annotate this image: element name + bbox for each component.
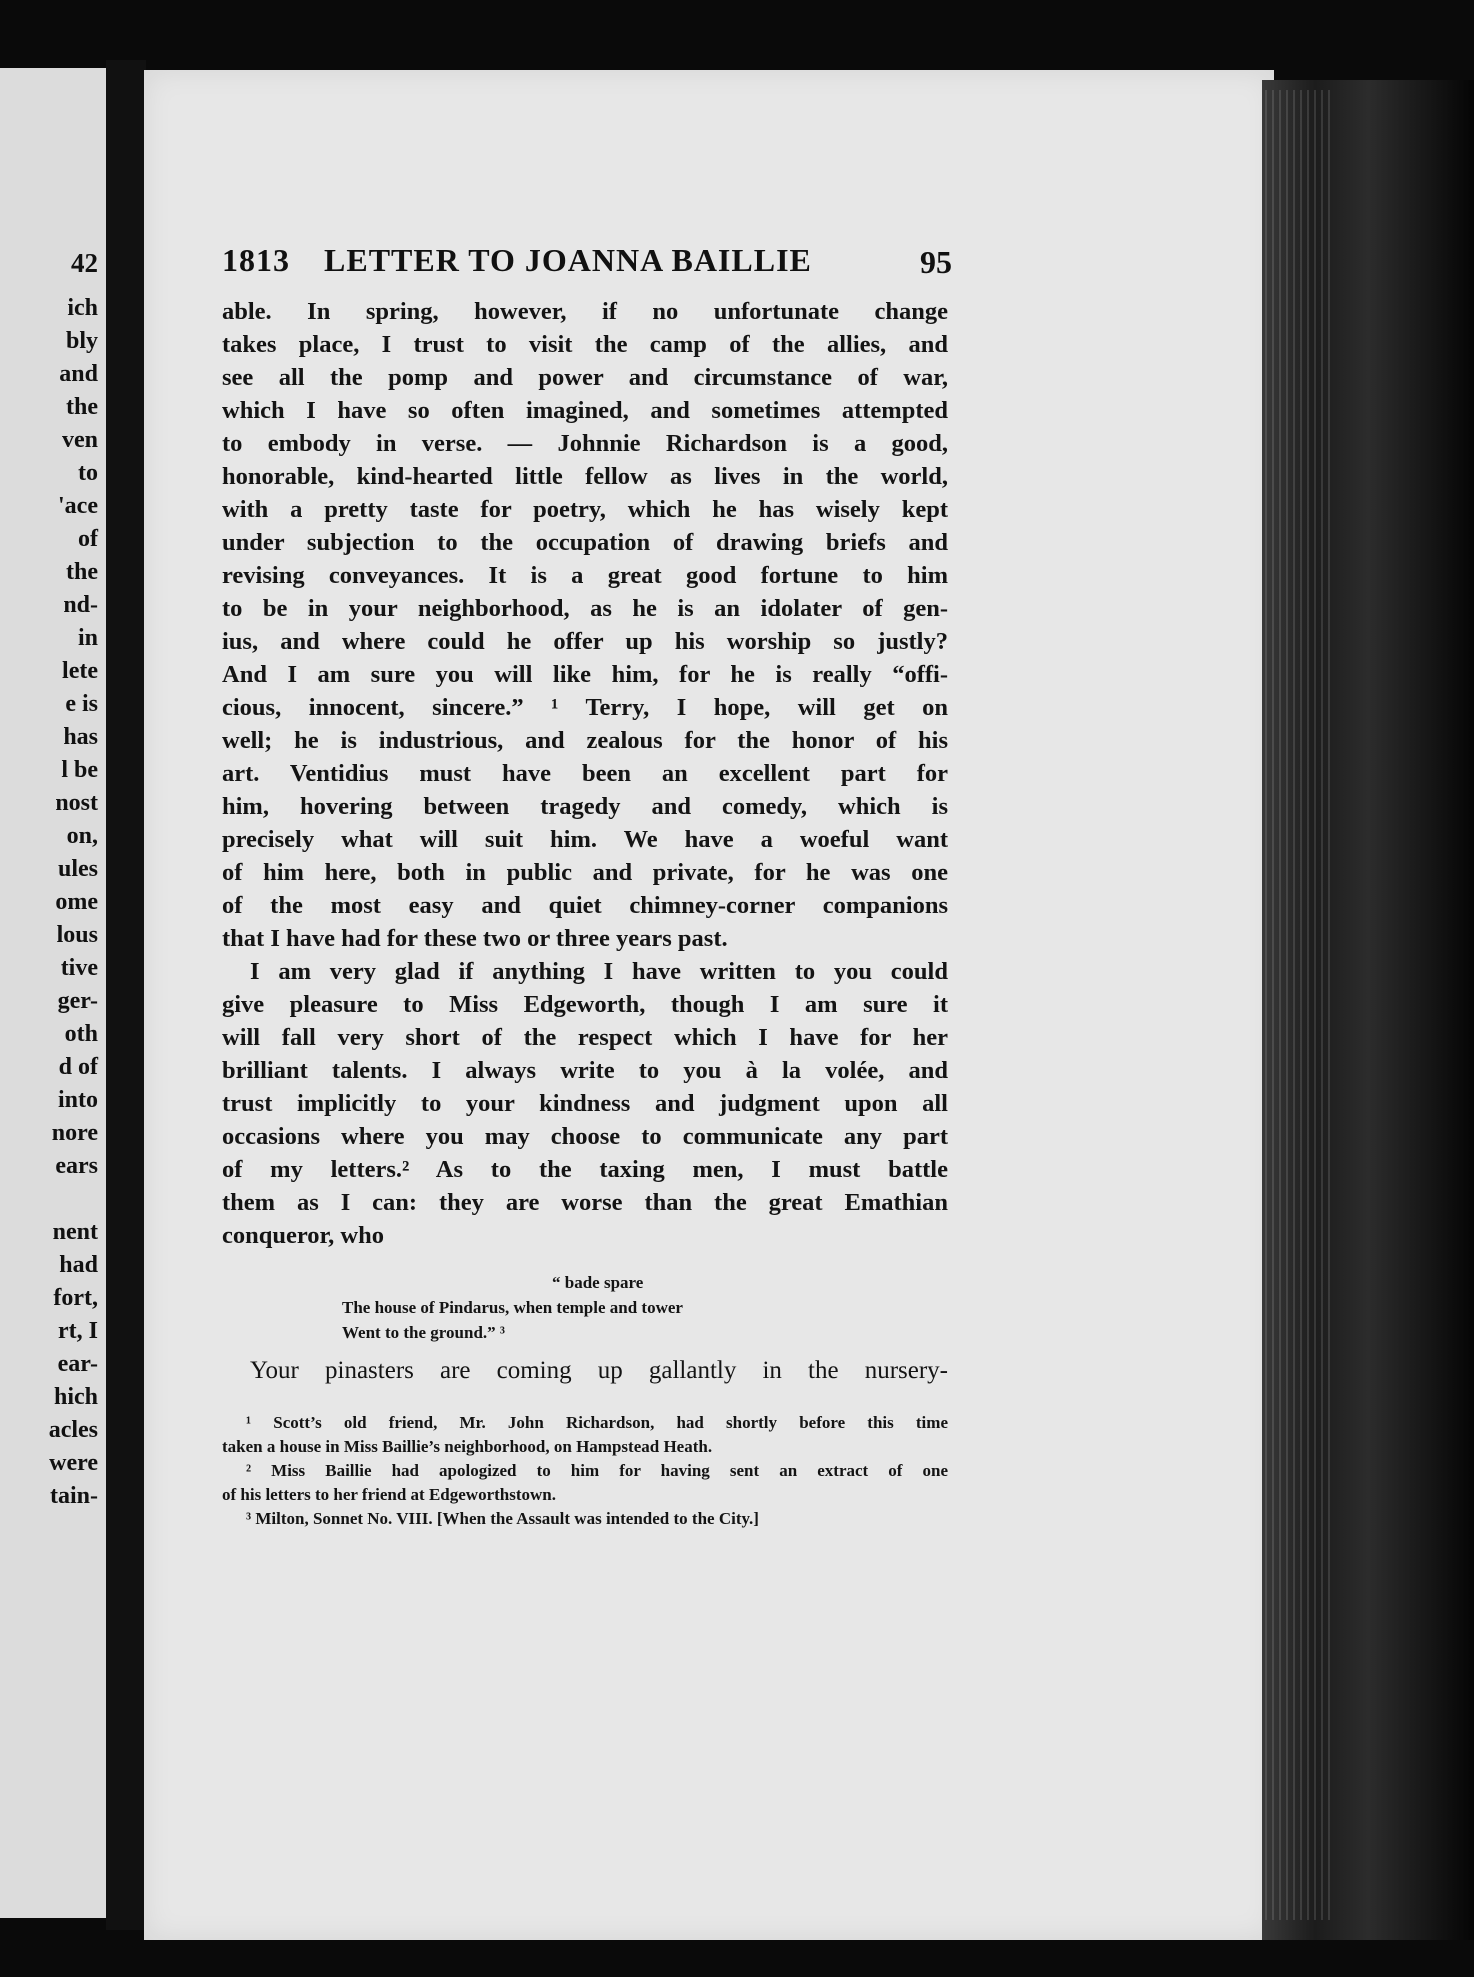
left-page-fragment: ich xyxy=(67,295,98,321)
left-page-fragment: d of xyxy=(58,1054,98,1080)
left-page-fragment: bly xyxy=(65,328,98,354)
body-line: him, hovering between tragedy and comedy, which is xyxy=(222,793,948,820)
left-page-fragment: were xyxy=(49,1450,98,1476)
left-page-fragment: rt, I xyxy=(58,1318,98,1344)
footnote-line: ³ Milton, Sonnet No. VIII. [When the Assault was intended to the City.] xyxy=(246,1509,759,1528)
body-line: of my letters.² As to the taxing men, I must battle xyxy=(222,1156,948,1183)
body-line: with a pretty taste for poetry, which he has wisely kept xyxy=(222,496,948,523)
body-line: revising conveyances. It is a great good fortune to him xyxy=(222,562,948,589)
body-line: see all the pomp and power and circumstance of war, xyxy=(222,364,948,391)
body-line: cious, innocent, sincere.” ¹ Terry, I hope, will get on xyxy=(222,694,948,721)
left-page-fragment: tain- xyxy=(50,1483,98,1509)
header-year: 1813 xyxy=(222,242,290,278)
left-page-fragment: ome xyxy=(55,889,98,915)
left-page-fragment: has xyxy=(63,724,98,750)
footnote-line: of his letters to her friend at Edgeworthstown. xyxy=(222,1485,556,1504)
closing-line: Your pinasters are coming up gallantly in the nursery- xyxy=(250,1357,948,1384)
left-page-fragment: 'ace xyxy=(58,493,98,519)
body-line: which I have so often imagined, and sometimes attempted xyxy=(222,397,948,424)
left-page-fragment: of xyxy=(78,526,98,552)
verse-quotation xyxy=(222,1270,948,1345)
body-line: of him here, both in public and private, for he was one xyxy=(222,859,948,886)
left-page-fragment: l be xyxy=(61,757,98,783)
left-page-fragment: ger- xyxy=(57,988,98,1014)
left-page-fragment: ules xyxy=(57,856,98,882)
body-line: takes place, I trust to visit the camp of the allies, and xyxy=(222,331,948,358)
body-line: well; he is industrious, and zealous for the honor of his xyxy=(222,727,948,754)
left-page-fragment: in xyxy=(77,625,98,651)
verse-line: The house of Pindarus, when temple and tower xyxy=(342,1298,683,1317)
body-line: to be in your neighborhood, as he is an idolater of gen- xyxy=(222,595,948,622)
left-page-fragment: nost xyxy=(55,790,98,816)
body-line: occasions where you may choose to communicate any part xyxy=(222,1123,948,1150)
closing-line-block xyxy=(222,1354,948,1387)
verse-line: “ bade spare xyxy=(552,1273,644,1292)
body-line: conqueror, who xyxy=(222,1222,385,1249)
left-page-fragment: ears xyxy=(55,1153,98,1179)
left-page-fragment: oth xyxy=(64,1021,98,1047)
body-line: And I am sure you will like him, for he is really “offi- xyxy=(222,661,948,688)
body-line: art. Ventidius must have been an excellent part for xyxy=(222,760,948,787)
body-line: them as I can: they are worse than the great Emathian xyxy=(222,1189,948,1216)
page-stack-lines xyxy=(1265,90,1335,1920)
left-page-fragment: fort, xyxy=(53,1285,98,1311)
body-line: will fall very short of the respect which I have for her xyxy=(222,1024,948,1051)
left-page-fragment: nore xyxy=(51,1120,98,1146)
running-head xyxy=(222,242,952,288)
body-paragraph-1 xyxy=(222,295,948,955)
body-line: brilliant talents. I always write to you à la volée, and xyxy=(222,1057,948,1084)
footnote-line: ¹ Scott’s old friend, Mr. John Richardson, had shortly before this time xyxy=(246,1413,948,1432)
left-page-fragment: lete xyxy=(62,658,98,684)
footnote-line: ² Miss Baillie had apologized to him for having sent an extract of one xyxy=(246,1461,948,1480)
left-page-fragment: ven xyxy=(62,427,98,453)
body-line: ius, and where could he offer up his worship so justly? xyxy=(222,628,948,655)
verse-line: Went to the ground.” ³ xyxy=(342,1323,505,1342)
left-page-fragment: nd- xyxy=(63,592,98,618)
body-line: give pleasure to Miss Edgeworth, though I am sure it xyxy=(222,991,948,1018)
body-line: precisely what will suit him. We have a woeful want xyxy=(222,826,948,853)
body-line: that I have had for these two or three years past. xyxy=(222,925,728,952)
left-page-fragment: and xyxy=(59,361,98,387)
left-page-fragment: into xyxy=(57,1087,98,1113)
left-page-fragment: tive xyxy=(60,955,98,981)
book-gutter xyxy=(106,60,146,1930)
left-page-fragment: nent xyxy=(52,1219,98,1245)
body-line: able. In spring, however, if no unfortunate change xyxy=(222,298,948,325)
body-line: honorable, kind-hearted little fellow as lives in the world, xyxy=(222,463,948,490)
header-page-number: 95 xyxy=(920,244,952,280)
left-page-fragment: hich xyxy=(53,1384,98,1410)
left-page-fragment: to xyxy=(78,460,98,486)
left-page-fragment: e is xyxy=(65,691,98,717)
body-line: trust implicitly to your kindness and judgment upon all xyxy=(222,1090,948,1117)
body-line: of the most easy and quiet chimney-corner companions xyxy=(222,892,948,919)
left-page-fragment: had xyxy=(59,1252,98,1278)
body-line: under subjection to the occupation of drawing briefs and xyxy=(222,529,948,556)
left-facing-page xyxy=(0,68,112,1918)
body-paragraph-2 xyxy=(222,955,948,1252)
body-line: I am very glad if anything I have written to you could xyxy=(250,958,948,985)
left-page-number: 42 xyxy=(71,248,98,278)
header-title: LETTER TO JOANNA BAILLIE xyxy=(324,242,812,278)
left-page-fragment: lous xyxy=(56,922,98,948)
left-page-fragment: the xyxy=(66,394,98,420)
left-page-fragment: on, xyxy=(66,823,98,849)
footnote-line: taken a house in Miss Baillie’s neighborhood, on Hampstead Heath. xyxy=(222,1437,713,1456)
left-page-fragment: acles xyxy=(48,1417,98,1443)
left-page-fragment: ear- xyxy=(57,1351,98,1377)
body-line: to embody in verse. — Johnnie Richardson is a good, xyxy=(222,430,948,457)
left-page-fragment: the xyxy=(66,559,98,585)
footnotes xyxy=(222,1411,948,1531)
